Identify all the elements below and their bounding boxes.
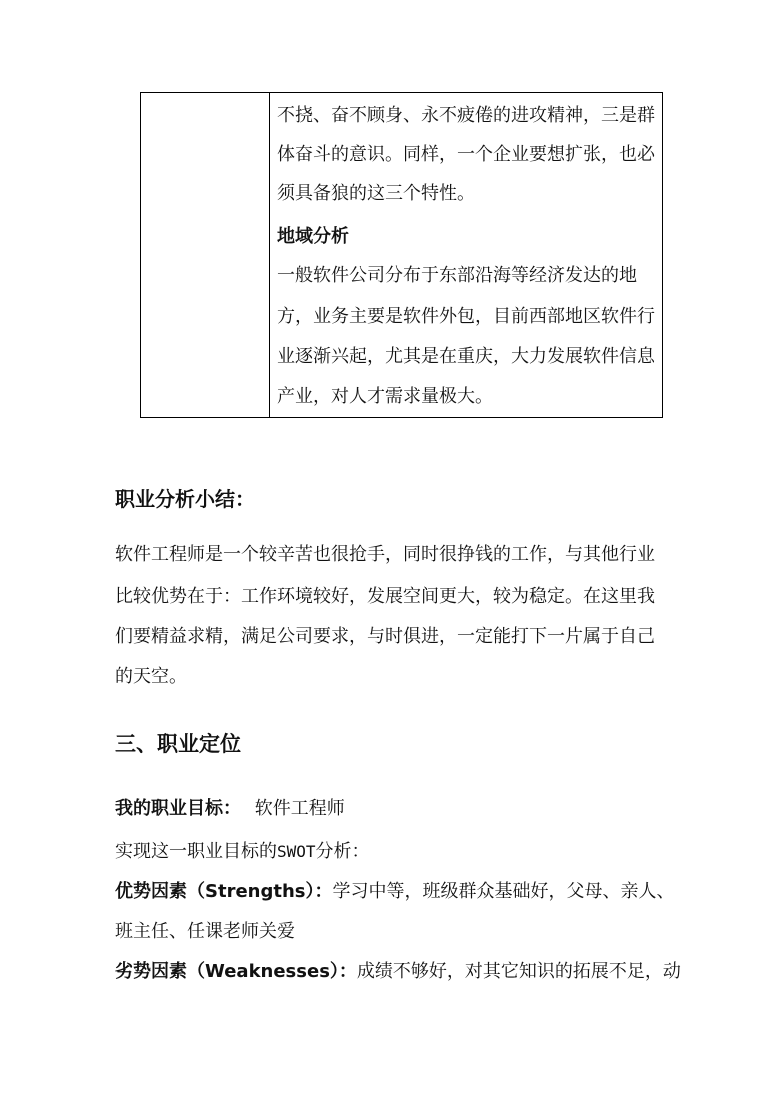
strengths-text: 学习中等，班级群众基础好，父母、亲人、 [332,881,675,902]
table-column-divider [269,93,270,417]
cell-text-line: 方，业务主要是软件外包，目前西部地区软件行 [277,306,655,327]
career-goal-label: 我的职业目标： [115,798,241,819]
summary-line: 软件工程师是一个较辛苦也很抢手，同时很挣钱的工作，与其他行业 [115,544,655,565]
cell-text-line: 不挠、奋不顾身、永不疲倦的进攻精神，三是群 [277,105,655,126]
strengths-row [115,880,675,904]
strengths-line: 班主任、任课老师关爱 [115,921,295,942]
cell-text-line: 产业，对人才需求量极大。 [277,386,493,407]
weaknesses-row [115,960,681,984]
swot-intro-code: SWOT [277,842,316,861]
cell-text-line: 须具备狼的这三个特性。 [277,183,475,204]
section-heading: 三、职业定位 [115,732,241,756]
strengths-label: 优势因素（Strengths）： [115,881,333,902]
summary-line: 们要精益求精，满足公司要求，与时俱进，一定能打下一片属于自己 [115,626,655,647]
cell-subheading: 地域分析 [277,226,349,247]
swot-intro-prefix: 实现这一职业目标的 [115,841,277,862]
summary-heading: 职业分析小结： [115,487,255,511]
summary-line: 的天空。 [115,666,187,687]
cell-text-line: 体奋斗的意识。同样，一个企业要想扩张，也必 [277,144,655,165]
summary-line: 比较优势在于：工作环境较好，发展空间更大，较为稳定。在这里我 [115,586,655,607]
career-goal-value: 软件工程师 [254,798,345,819]
swot-intro-suffix: 分析： [315,841,370,862]
swot-intro [115,840,370,864]
weaknesses-label: 劣势因素（Weaknesses）： [115,961,357,982]
cell-text-line: 一般软件公司分布于东部沿海等经济发达的地 [277,265,637,286]
weaknesses-text: 成绩不够好，对其它知识的拓展不足，动 [356,961,681,982]
table [140,92,663,418]
career-goal-row [115,797,345,821]
cell-text-line: 业逐渐兴起，尤其是在重庆，大力发展软件信息 [277,346,655,367]
